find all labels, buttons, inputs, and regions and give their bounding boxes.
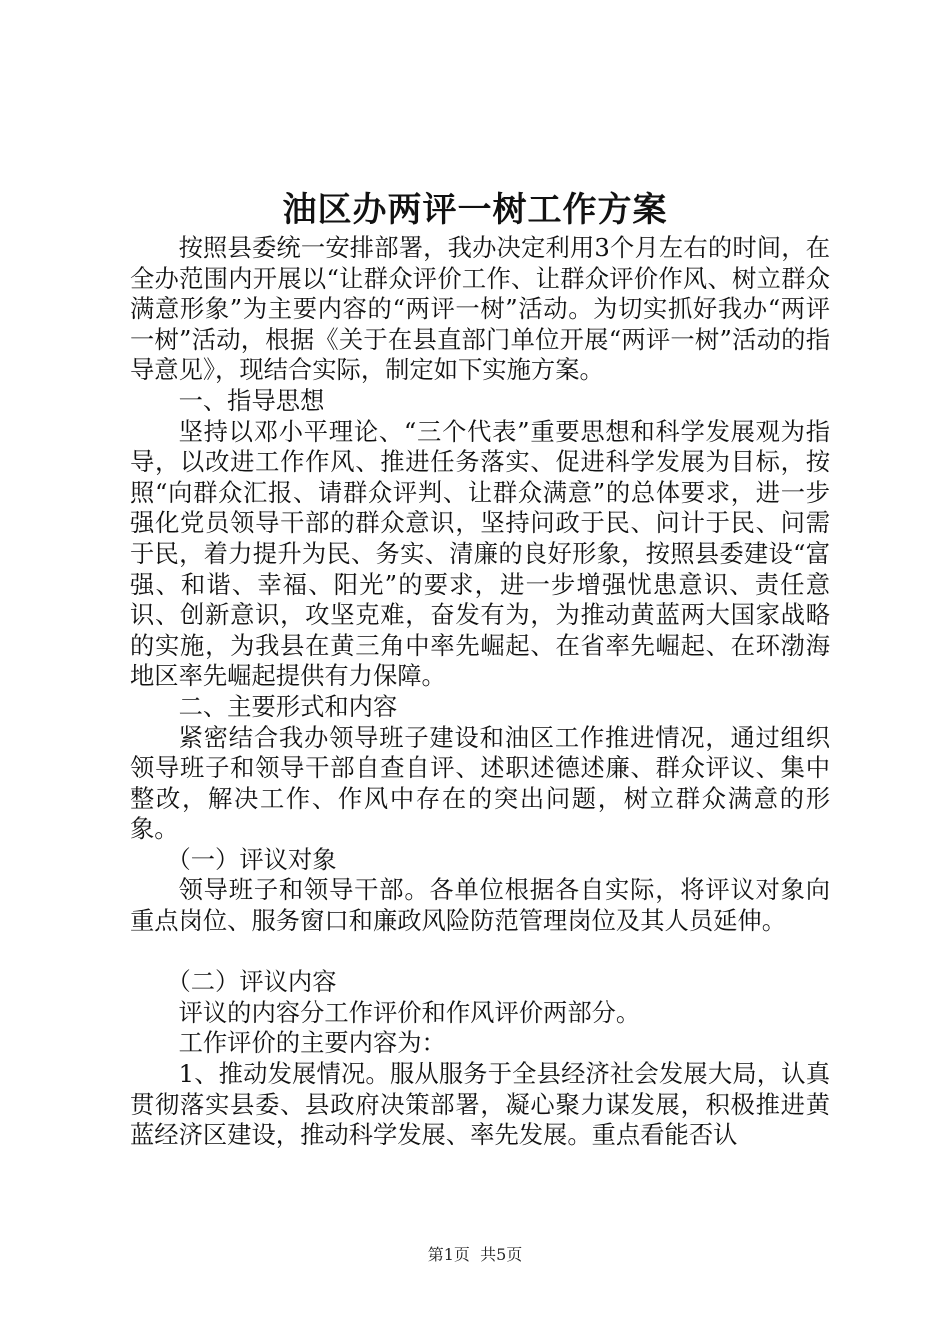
section-heading-main-forms: 二、主要形式和内容	[178, 691, 398, 721]
page-number-label: 第1页 共5页	[427, 1245, 523, 1264]
subsection-heading-review-content: （二）评议内容	[166, 967, 337, 997]
intro-paragraph: 按照县委统一安排部署，我办决定利用3个月左右的时间，在全办范围内开展以“让群众评价工作、让群众评价作风、树立群众满意形象”为主要内容的“两评一树”活动。为切实抓好我办“两评一树”活动，根据《关于在县直部门单位开展“两评一树”活动的指导意见》，现结合实际，制定如下实施方案。	[130, 233, 830, 385]
work-evaluation-intro: 工作评价的主要内容为：	[178, 1028, 446, 1058]
document-body	[130, 233, 830, 1151]
section-heading-guiding-ideology: 一、指导思想	[178, 385, 325, 415]
guiding-ideology-paragraph: 坚持以邓小平理论、“三个代表”重要思想和科学发展观为指导，以改进工作作风、推进任务落实、促进科学发展为目标，按照“向群众汇报、请群众评判、让群众满意”的总体要求，进一步强化党员领导干部的群众意识，坚持问政于民、问计于民、问需于民，着力提升为民、务实、清廉的良好形象，按照县委建设“富强、和谐、幸福、阳光”的要求，进一步增强忧患意识、责任意识、创新意识，攻坚克难，奋发有为，为推动黄蓝两大国家战略的实施，为我县在黄三角中率先崛起、在省率先崛起、在环渤海地区率先崛起提供有力保障。	[130, 416, 830, 691]
review-content-paragraph: 评议的内容分工作评价和作风评价两部分。	[178, 997, 641, 1027]
page-footer	[0, 1244, 950, 1266]
document-title: 油区办两评一树工作方案	[282, 190, 668, 230]
development-item-paragraph: 1、推动发展情况。服从服务于全县经济社会发展大局，认真贯彻落实县委、县政府决策部署，凝心聚力谋发展，积极推进黄蓝经济区建设，推动科学发展、率先发展。重点看能否认	[130, 1059, 830, 1150]
main-forms-paragraph: 紧密结合我办领导班子建设和油区工作推进情况，通过组织领导班子和领导干部自查自评、述职述德述廉、群众评议、集中整改，解决工作、作风中存在的突出问题，树立群众满意的形象。	[130, 722, 830, 844]
review-targets-paragraph: 领导班子和领导干部。各单位根据各自实际，将评议对象向重点岗位、服务窗口和廉政风险防范管理岗位及其人员延伸。	[130, 875, 830, 936]
subsection-heading-review-targets: （一）评议对象	[166, 844, 337, 874]
